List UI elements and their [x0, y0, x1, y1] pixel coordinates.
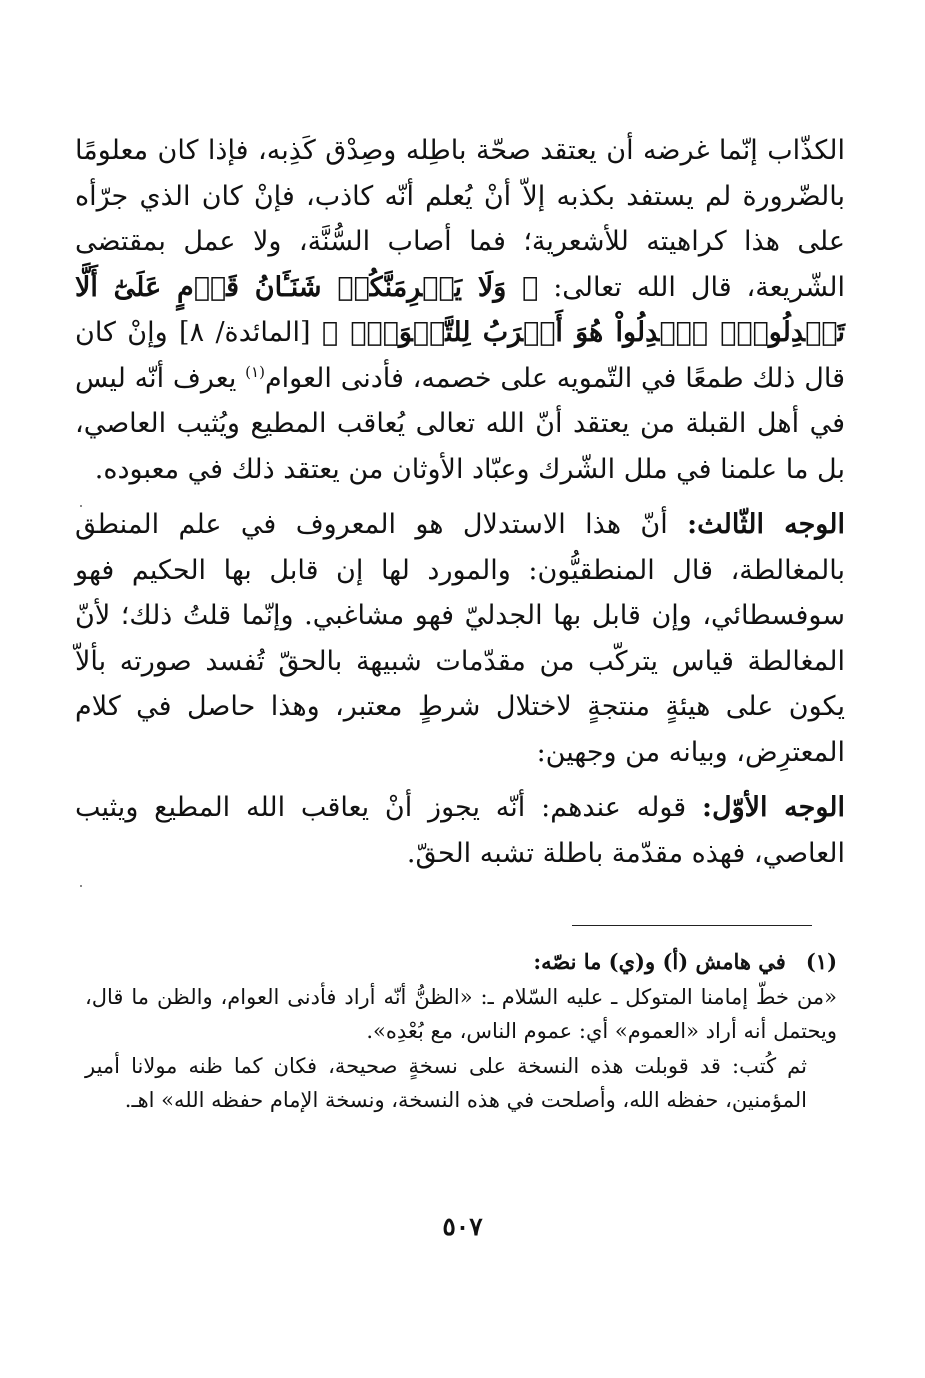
paragraph-3-text: قوله عندهم: أنّه يجوز أنْ يعاقب الله المطيع ويثيب العاصي، فهذه مقدّمة باطلة تشبه الحقّ. [75, 792, 845, 869]
scan-speck [80, 505, 82, 507]
paragraph-1-text-c: يعرف أنّه ليس في أهل القبلة من يعتقد أنّ الله تعالى يُعاقب المطيع ويُثيب العاصي، بل ما علمنا في ملل الشّرك وعبّاد الأوثان من يعتقد ذلك في معبوده. [75, 362, 845, 485]
footnote-heading-line [85, 945, 837, 980]
paragraph-1 [75, 128, 845, 492]
footnote-number: (١) [805, 949, 837, 974]
footnote-quote: «من خطّ إمامنا المتوكل ـ عليه السّلام ـ: «الظنُّ أنّه أراد فأدنى العوام، والظن ما قال، ويحتمل أنه أراد «العموم» أي: عموم الناس، مع بُعْدِه». [85, 984, 837, 1043]
quran-verse: ﴿ وَلَا يَجۡرِمَنَّكُمۡ شَنَـَٔانُ قَوۡمٍ عَلَىٰٓ أَلَّا تَعۡدِلُواْۚ ٱعۡدِلُواْ هُوَ أَقۡرَبُ لِلتَّقۡوَىٰۖ ﴾ [75, 271, 845, 348]
paragraph-3 [75, 785, 845, 876]
scan-speck [80, 885, 82, 887]
paragraph-1-text-a: الكذّاب إنّما غرضه أن يعتقد صحّة باطِله وصِدْق كَذِبه، فإذا كان معلومًا بالضّرورة لم يستفد بكذبه إلاّ أنْ يُعلم أنّه كاذب، فإنْ كان الذي جرّأه على هذا كراهيته للأشعرية؛ فما أصاب السُّنَّة، ولا عمل بمقتضى الشّريعة، قال الله تعالى: [75, 135, 846, 303]
paragraph-2-text: أنّ هذا الاستدلال هو المعروف في علم المنطق بالمغالطة، قال المنطقيُّون: والمورد لها إن قابل بها الحكيم فهو سوفسطائي، وإن قابل بها الجدليّ فهو مشاغبي. وإنّما قلتُ ذلك؛ لأنّ المغالطة قياس يتركّب من مقدّمات شبيهة بالحقّ تُفسد صورته بألاّ يكون على هيئةٍ منتجةٍ لاختلال شرطٍ معتبر، وهذا حاصل في كلام المعترِض، وبيانه من وجهين: [75, 509, 845, 768]
footnote-divider [572, 925, 812, 926]
paragraph-1-text-b: [المائدة/ ٨] وإنْ كان قال ذلك طمعًا في التّمويه على خصمه، فأدنى العوام [75, 317, 845, 394]
main-text-block [75, 128, 845, 886]
paragraph-2 [75, 502, 845, 775]
footnote-heading: في هامش (أ) و(ي) ما نصّه: [533, 949, 786, 974]
footnote-reference: (١) [245, 362, 265, 381]
first-aspect-heading: الوجه الأوّل: [702, 792, 846, 823]
footnotes-block [85, 945, 837, 1118]
page-number: ٥٠٧ [442, 1212, 483, 1241]
footnote-collation-note: ثم كُتب: قد قوبلت هذه النسخة على نسخةٍ صحيحة، فكان كما ظنه مولانا أمير المؤمنين، حفظه الله، وأصلحت في هذه النسخة، ونسخة الإمام حفظه الله» اهـ. [85, 1053, 807, 1112]
third-aspect-heading: الوجه الثّالث: [687, 509, 845, 540]
